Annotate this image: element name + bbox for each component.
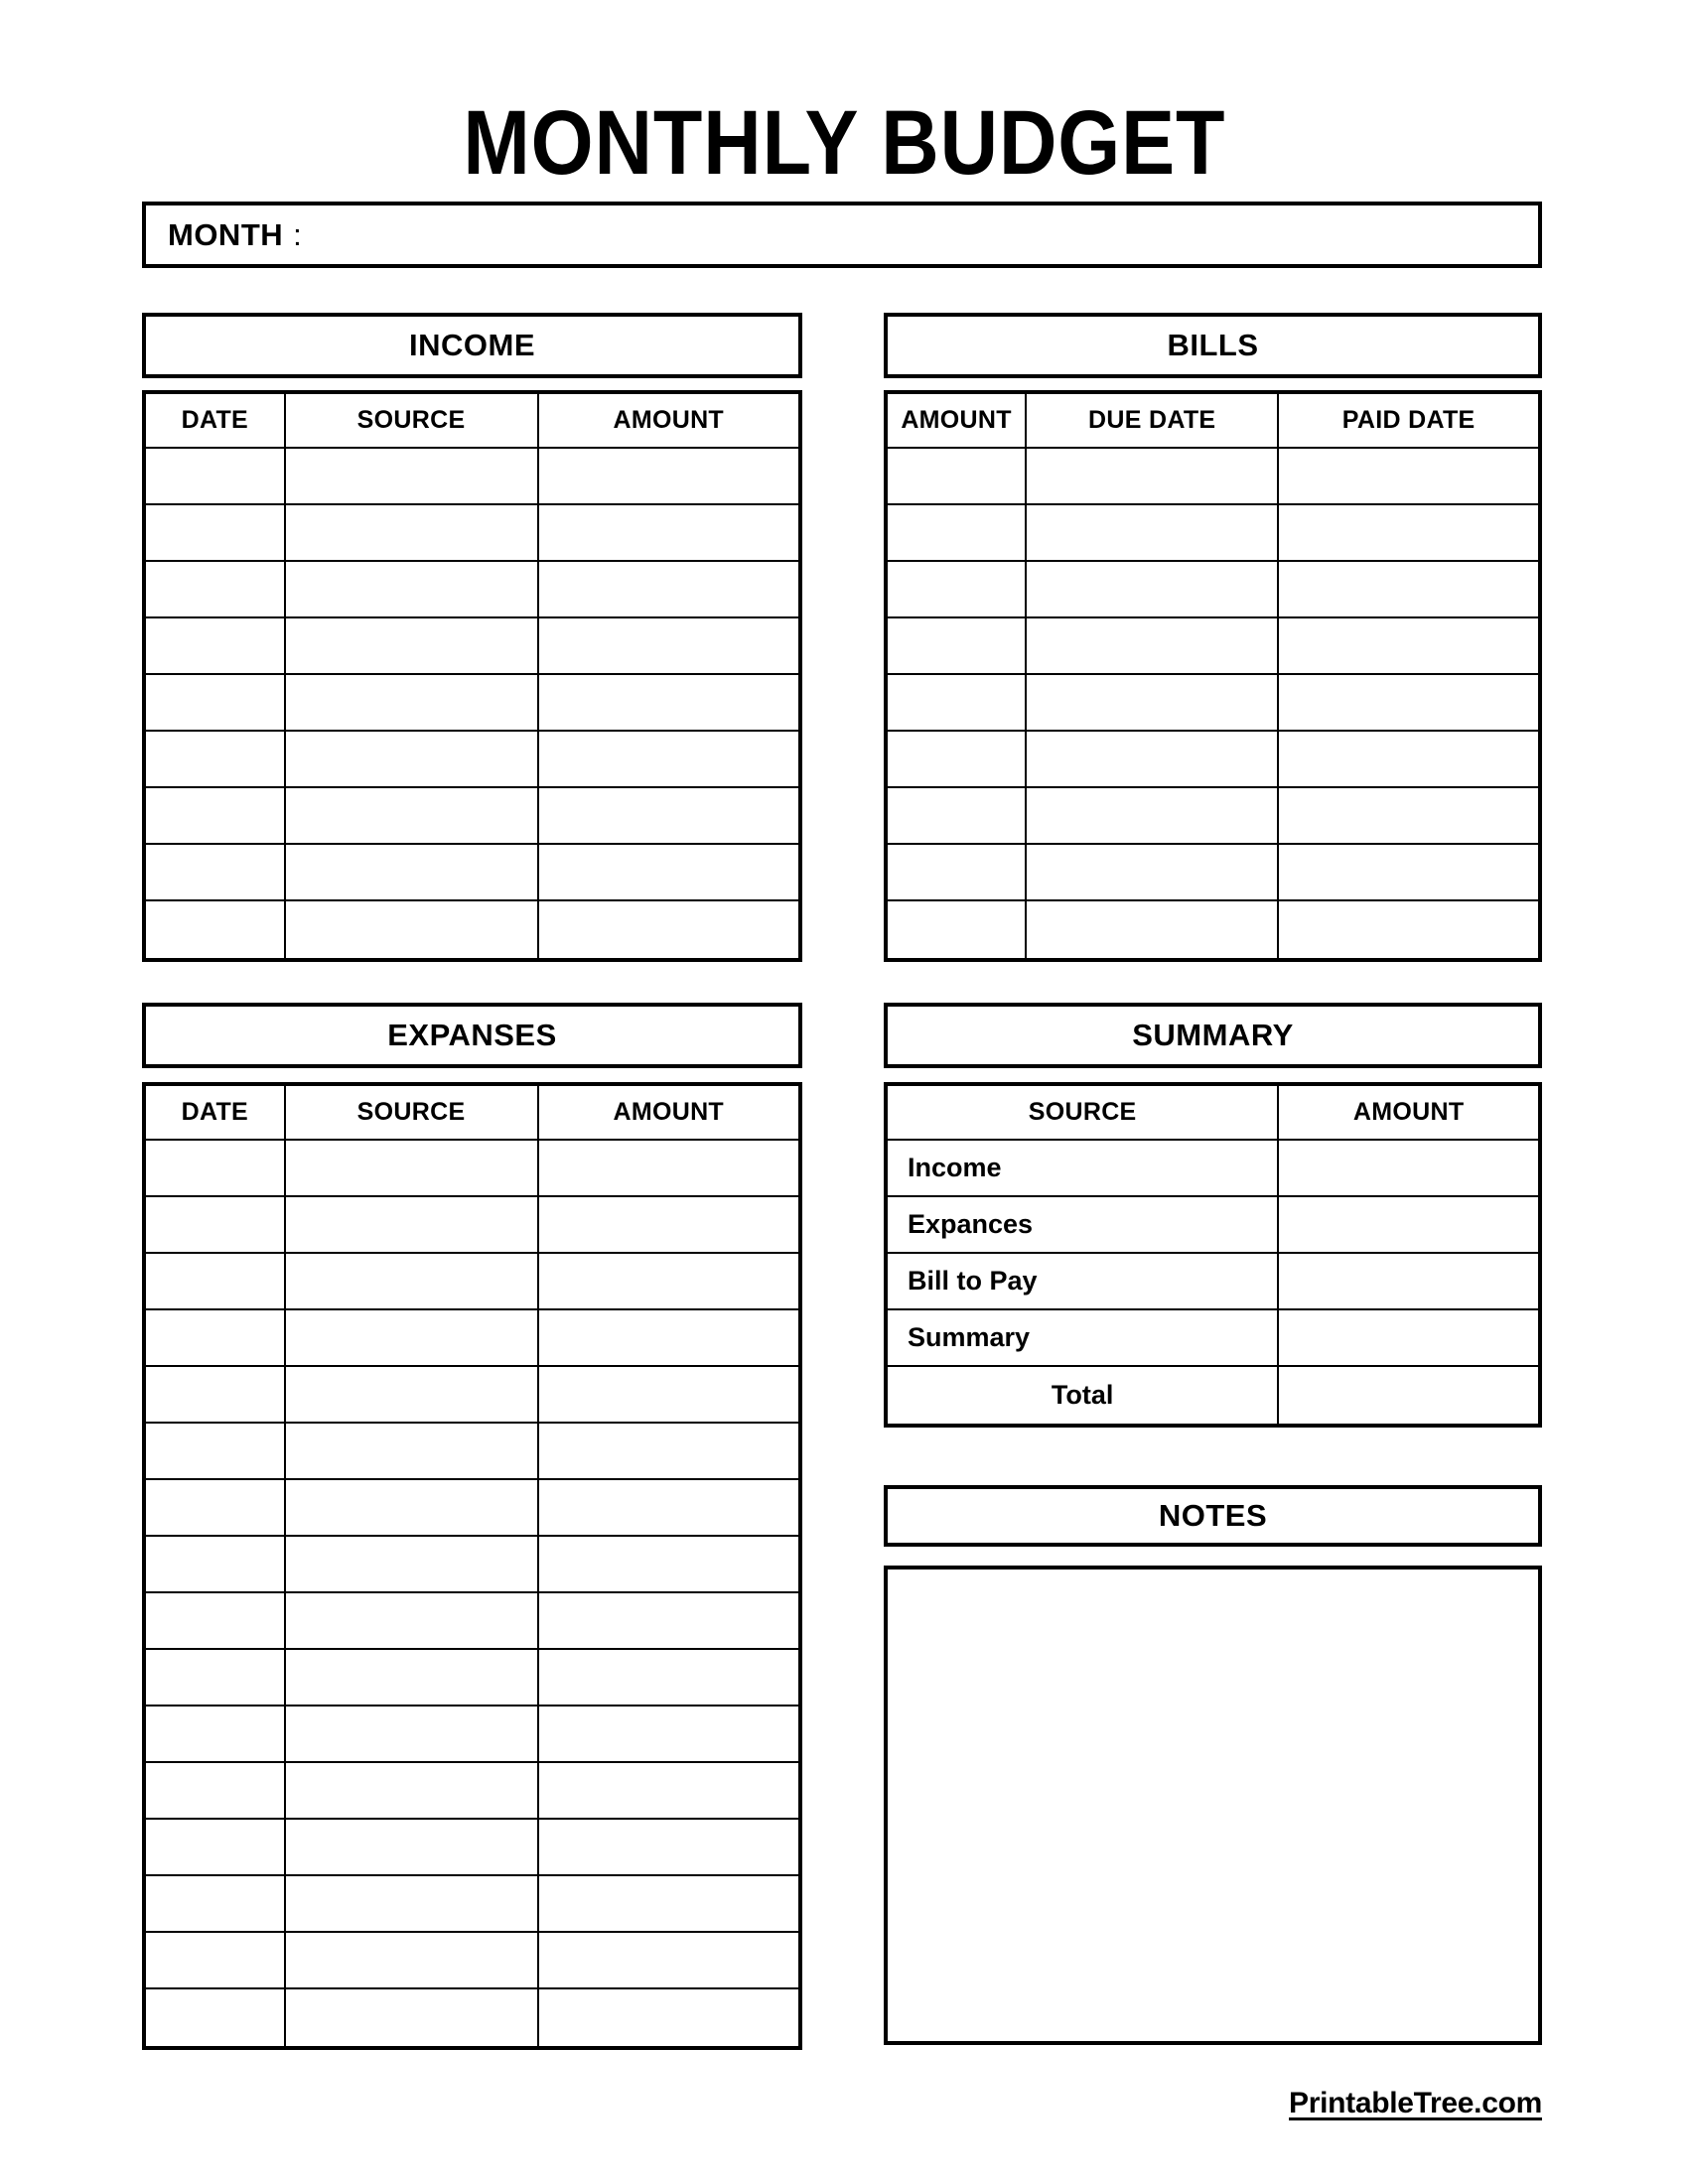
blank-cell bbox=[286, 618, 539, 675]
blank-cell bbox=[286, 1593, 539, 1650]
blank-cell bbox=[539, 1989, 799, 2046]
blank-cell bbox=[146, 1480, 286, 1537]
blank-cell bbox=[286, 1480, 539, 1537]
blank-cell bbox=[888, 788, 1027, 845]
blank-cell bbox=[286, 1989, 539, 2046]
table-row bbox=[888, 732, 1538, 788]
blank-cell bbox=[146, 901, 286, 958]
blank-cell bbox=[888, 845, 1027, 901]
blank-cell bbox=[146, 1933, 286, 1989]
table-row bbox=[146, 1763, 798, 1820]
blank-cell bbox=[146, 1820, 286, 1876]
summary-row-label: Income bbox=[888, 1141, 1279, 1197]
blank-cell bbox=[146, 1650, 286, 1706]
summary-row-label: Expances bbox=[888, 1197, 1279, 1254]
table-row bbox=[888, 562, 1538, 618]
blank-cell bbox=[286, 845, 539, 901]
blank-cell bbox=[1027, 732, 1279, 788]
blank-cell bbox=[1279, 845, 1538, 901]
blank-cell bbox=[1279, 618, 1538, 675]
blank-cell bbox=[539, 505, 799, 562]
blank-cell bbox=[146, 845, 286, 901]
blank-cell bbox=[539, 1593, 799, 1650]
expanses-table bbox=[142, 1082, 802, 2050]
blank-cell bbox=[1279, 1197, 1538, 1254]
blank-cell bbox=[146, 1876, 286, 1933]
summary-table bbox=[884, 1082, 1542, 1428]
blank-cell bbox=[146, 788, 286, 845]
column-header: AMOUNT bbox=[539, 394, 799, 449]
table-row bbox=[146, 618, 798, 675]
table-row bbox=[146, 1197, 798, 1254]
table-row bbox=[888, 1310, 1538, 1367]
blank-cell bbox=[286, 1367, 539, 1424]
blank-cell bbox=[539, 1141, 799, 1197]
blank-cell bbox=[286, 1197, 539, 1254]
table-row bbox=[888, 901, 1538, 958]
income-title-text: INCOME bbox=[409, 328, 535, 362]
blank-cell bbox=[539, 1820, 799, 1876]
bills-section-title bbox=[884, 313, 1542, 378]
blank-cell bbox=[539, 732, 799, 788]
table-row bbox=[888, 449, 1538, 505]
blank-cell bbox=[1279, 732, 1538, 788]
blank-cell bbox=[286, 675, 539, 732]
table-row bbox=[146, 1424, 798, 1480]
table-row bbox=[146, 1706, 798, 1763]
blank-cell bbox=[539, 1706, 799, 1763]
blank-cell bbox=[888, 562, 1027, 618]
table-row bbox=[146, 1933, 798, 1989]
month-colon: : bbox=[293, 216, 302, 252]
table-row bbox=[146, 901, 798, 958]
summary-row-label: Bill to Pay bbox=[888, 1254, 1279, 1310]
summary-section-title bbox=[884, 1003, 1542, 1068]
blank-cell bbox=[146, 1537, 286, 1593]
blank-cell bbox=[286, 788, 539, 845]
notes-section-title bbox=[884, 1485, 1542, 1547]
table-row bbox=[146, 1254, 798, 1310]
blank-cell bbox=[888, 675, 1027, 732]
blank-cell bbox=[1027, 788, 1279, 845]
blank-cell bbox=[1279, 1310, 1538, 1367]
month-field bbox=[142, 202, 1542, 268]
table-row bbox=[146, 1537, 798, 1593]
blank-cell bbox=[539, 1763, 799, 1820]
blank-cell bbox=[888, 901, 1027, 958]
page-title bbox=[0, 92, 1688, 194]
blank-cell bbox=[539, 1537, 799, 1593]
blank-cell bbox=[1279, 1367, 1538, 1424]
blank-cell bbox=[286, 449, 539, 505]
blank-cell bbox=[286, 1820, 539, 1876]
month-label: MONTH bbox=[168, 216, 284, 252]
header-row bbox=[146, 394, 798, 449]
blank-cell bbox=[1279, 788, 1538, 845]
blank-cell bbox=[1027, 618, 1279, 675]
blank-cell bbox=[888, 732, 1027, 788]
table-row bbox=[888, 618, 1538, 675]
column-header: SOURCE bbox=[888, 1086, 1279, 1141]
header-row bbox=[888, 1086, 1538, 1141]
blank-cell bbox=[286, 1706, 539, 1763]
table-row bbox=[146, 1367, 798, 1424]
expanses-title-text: EXPANSES bbox=[387, 1018, 557, 1052]
blank-cell bbox=[286, 562, 539, 618]
blank-cell bbox=[146, 1989, 286, 2046]
blank-cell bbox=[539, 562, 799, 618]
blank-cell bbox=[539, 1650, 799, 1706]
blank-cell bbox=[146, 1367, 286, 1424]
blank-cell bbox=[286, 1254, 539, 1310]
blank-cell bbox=[1027, 901, 1279, 958]
blank-cell bbox=[539, 449, 799, 505]
blank-cell bbox=[1027, 845, 1279, 901]
table-row bbox=[146, 1820, 798, 1876]
blank-cell bbox=[1279, 562, 1538, 618]
table-row bbox=[146, 1650, 798, 1706]
blank-cell bbox=[539, 1310, 799, 1367]
blank-cell bbox=[286, 1424, 539, 1480]
blank-cell bbox=[146, 618, 286, 675]
blank-cell bbox=[286, 1537, 539, 1593]
blank-cell bbox=[146, 732, 286, 788]
blank-cell bbox=[146, 675, 286, 732]
blank-cell bbox=[539, 1367, 799, 1424]
header-row bbox=[146, 1086, 798, 1141]
table-row bbox=[146, 1480, 798, 1537]
column-header: DUE DATE bbox=[1027, 394, 1279, 449]
table-row bbox=[146, 1989, 798, 2046]
bills-table bbox=[884, 390, 1542, 962]
blank-cell bbox=[146, 1310, 286, 1367]
blank-cell bbox=[888, 449, 1027, 505]
blank-cell bbox=[1027, 449, 1279, 505]
blank-cell bbox=[286, 1933, 539, 1989]
column-header: AMOUNT bbox=[539, 1086, 799, 1141]
table-row bbox=[146, 505, 798, 562]
blank-cell bbox=[1027, 675, 1279, 732]
table-row bbox=[146, 1876, 798, 1933]
total-label: Total bbox=[888, 1367, 1279, 1424]
column-header: PAID DATE bbox=[1279, 394, 1538, 449]
table-row bbox=[146, 788, 798, 845]
column-header: AMOUNT bbox=[1279, 1086, 1538, 1141]
expanses-section-title bbox=[142, 1003, 802, 1068]
blank-cell bbox=[1027, 505, 1279, 562]
notes-area bbox=[884, 1566, 1542, 2045]
blank-cell bbox=[286, 1310, 539, 1367]
footer-link[interactable]: PrintableTree.com bbox=[1289, 2087, 1542, 2119]
column-header: SOURCE bbox=[286, 1086, 539, 1141]
blank-cell bbox=[888, 505, 1027, 562]
blank-cell bbox=[146, 1424, 286, 1480]
page-title-text: MONTHLY BUDGET bbox=[462, 92, 1225, 194]
blank-cell bbox=[146, 505, 286, 562]
blank-cell bbox=[146, 1141, 286, 1197]
column-header: DATE bbox=[146, 394, 286, 449]
blank-cell bbox=[146, 1763, 286, 1820]
blank-cell bbox=[286, 1876, 539, 1933]
table-row bbox=[146, 1141, 798, 1197]
table-row bbox=[146, 1310, 798, 1367]
blank-cell bbox=[1279, 1141, 1538, 1197]
table-row bbox=[146, 675, 798, 732]
blank-cell bbox=[146, 1254, 286, 1310]
bills-title-text: BILLS bbox=[1167, 328, 1259, 362]
blank-cell bbox=[286, 505, 539, 562]
blank-cell bbox=[286, 1141, 539, 1197]
blank-cell bbox=[286, 1650, 539, 1706]
summary-title-text: SUMMARY bbox=[1132, 1018, 1294, 1052]
blank-cell bbox=[539, 1424, 799, 1480]
blank-cell bbox=[539, 618, 799, 675]
blank-cell bbox=[539, 788, 799, 845]
blank-cell bbox=[146, 1706, 286, 1763]
table-row bbox=[888, 1254, 1538, 1310]
blank-cell bbox=[1279, 505, 1538, 562]
income-table bbox=[142, 390, 802, 962]
blank-cell bbox=[146, 1197, 286, 1254]
blank-cell bbox=[539, 675, 799, 732]
table-row bbox=[146, 449, 798, 505]
blank-cell bbox=[539, 1876, 799, 1933]
blank-cell bbox=[1279, 901, 1538, 958]
blank-cell bbox=[539, 901, 799, 958]
summary-row-label: Summary bbox=[888, 1310, 1279, 1367]
column-header: DATE bbox=[146, 1086, 286, 1141]
table-row bbox=[888, 675, 1538, 732]
column-header: AMOUNT bbox=[888, 394, 1027, 449]
table-row bbox=[888, 845, 1538, 901]
blank-cell bbox=[539, 1197, 799, 1254]
blank-cell bbox=[539, 1933, 799, 1989]
blank-cell bbox=[146, 449, 286, 505]
blank-cell bbox=[146, 1593, 286, 1650]
table-row bbox=[146, 562, 798, 618]
table-row bbox=[888, 505, 1538, 562]
table-row bbox=[146, 845, 798, 901]
blank-cell bbox=[1027, 562, 1279, 618]
table-row bbox=[888, 788, 1538, 845]
column-header: SOURCE bbox=[286, 394, 539, 449]
blank-cell bbox=[1279, 449, 1538, 505]
table-row bbox=[888, 1197, 1538, 1254]
blank-cell bbox=[146, 562, 286, 618]
blank-cell bbox=[286, 901, 539, 958]
blank-cell bbox=[539, 1254, 799, 1310]
blank-cell bbox=[888, 618, 1027, 675]
blank-cell bbox=[539, 845, 799, 901]
notes-title-text: NOTES bbox=[1158, 1498, 1268, 1533]
blank-cell bbox=[1279, 1254, 1538, 1310]
blank-cell bbox=[286, 732, 539, 788]
blank-cell bbox=[539, 1480, 799, 1537]
income-section-title bbox=[142, 313, 802, 378]
blank-cell bbox=[1279, 675, 1538, 732]
header-row bbox=[888, 394, 1538, 449]
blank-cell bbox=[286, 1763, 539, 1820]
table-row bbox=[888, 1367, 1538, 1424]
table-row bbox=[888, 1141, 1538, 1197]
table-row bbox=[146, 1593, 798, 1650]
table-row bbox=[146, 732, 798, 788]
